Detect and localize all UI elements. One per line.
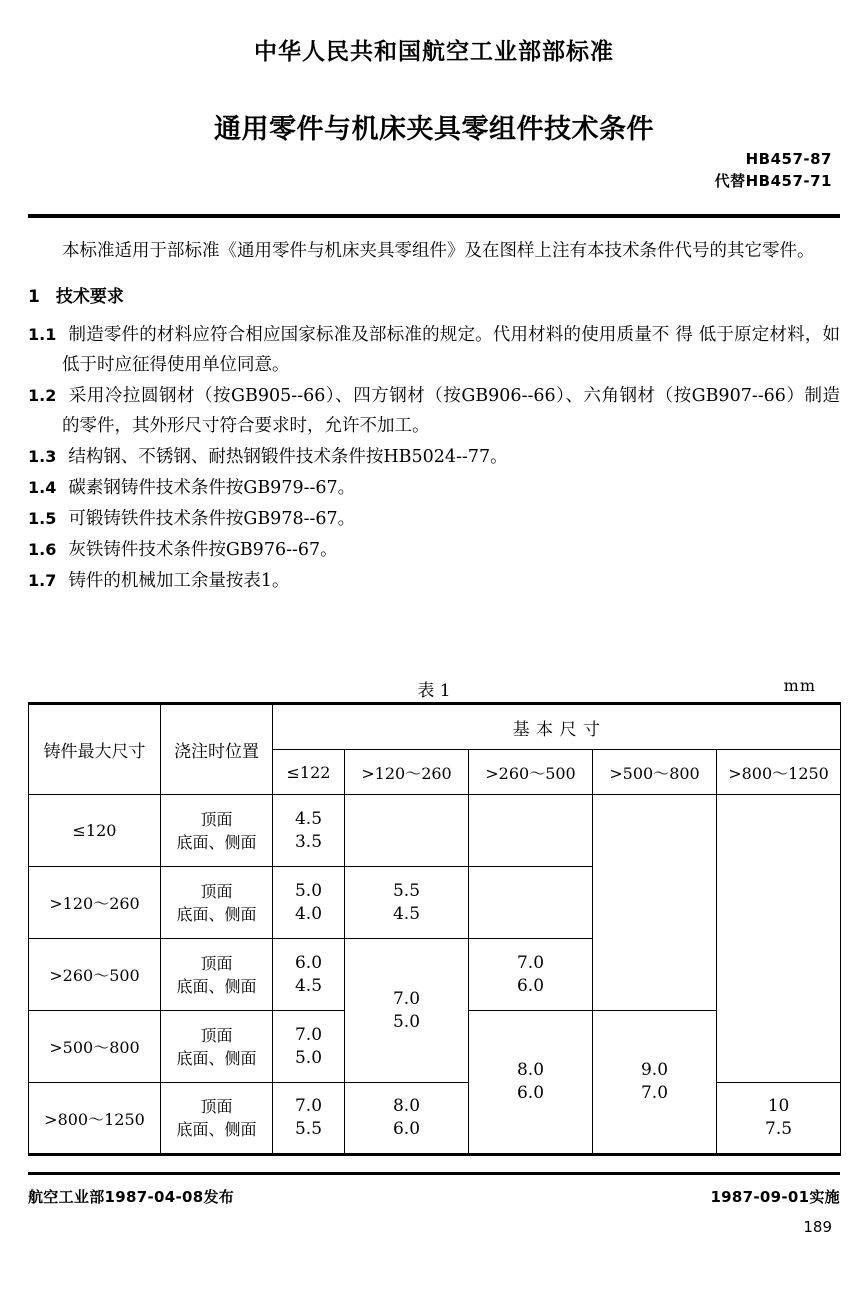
value-r4-c4-top: 9.0 (640, 1060, 669, 1080)
position-top-2: 顶面 (200, 881, 233, 901)
value-r4-c1-top: 7.0 (294, 1024, 323, 1045)
value-r1-c3-empty (469, 795, 593, 867)
clause-1-1 (28, 320, 840, 380)
section-1-title: 技术要求 (55, 287, 124, 307)
section-1-heading (28, 282, 840, 312)
page-number: 189 (803, 1218, 832, 1236)
position-cell-2 (161, 867, 273, 939)
clause-1-1-number: 1.1 (28, 325, 57, 344)
row-label-1: ≤120 (29, 795, 161, 867)
clause-1-1-text: 制造零件的材料应符合相应国家标准及部标准的规定。代用材料的使用质量不 得 低于原定材料，如低于时应征得使用单位同意。 (62, 325, 840, 375)
standard-number: HB457-87 (745, 150, 832, 168)
value-r2-c3-empty (469, 867, 593, 939)
position-cell-1 (161, 795, 273, 867)
scope-paragraph: 本标准适用于部标准《通用零件与机床夹具零组件》及在图样上注有本技术条件代号的其它零件。 (62, 241, 815, 261)
value-r5-c5-bottom: 7.5 (765, 1119, 793, 1139)
clause-1-5 (28, 504, 840, 534)
value-r2-c2-bottom: 4.5 (392, 903, 421, 924)
value-r4-c4-bottom: 7.0 (640, 1083, 669, 1103)
position-cell-3 (161, 939, 273, 1011)
value-r2-c2 (345, 867, 469, 939)
position-top-3: 顶面 (200, 953, 233, 973)
value-r3-c2-bottom: 5.0 (392, 1011, 421, 1032)
value-r4-c3-merged (469, 1011, 593, 1155)
table-1-unit: mm (783, 676, 816, 695)
clause-1-5-text: 可锻铸铁件技术条件按GB978--67。 (68, 509, 356, 529)
position-cell-4 (161, 1011, 273, 1083)
issuing-organization: 中华人民共和国航空工业部部标准 (254, 39, 614, 65)
value-r4-c3-bottom: 6.0 (516, 1083, 545, 1103)
value-r5-c1-top: 7.0 (294, 1096, 323, 1116)
clause-1-2-number: 1.2 (28, 386, 57, 405)
clause-1-7-text: 铸件的机械加工余量按表1。 (68, 571, 290, 591)
position-bottom-4: 底面、侧面 (176, 1048, 257, 1068)
clause-1-4-number: 1.4 (28, 478, 57, 497)
value-r5-c5 (717, 1083, 841, 1155)
header-divider (28, 214, 840, 218)
header-size-col-3: >260～500 (469, 750, 593, 795)
header-pour-position: 浇注时位置 (161, 704, 273, 795)
value-r5-c1-bottom: 5.5 (294, 1119, 323, 1139)
value-r2-c1 (273, 867, 345, 939)
header-size-col-2: >120～260 (345, 750, 469, 795)
clause-1-3-number: 1.3 (28, 447, 57, 466)
position-bottom-3: 底面、侧面 (176, 976, 257, 996)
table-1-body (29, 795, 841, 1155)
value-r3-c2-merged (345, 939, 469, 1083)
header-max-size: 铸件最大尺寸 (29, 704, 161, 795)
value-r4-c1 (273, 1011, 345, 1083)
table-row (29, 1083, 841, 1155)
clause-1-5-number: 1.5 (28, 509, 57, 528)
table-1-caption: 表 1 (417, 681, 451, 701)
value-r3-c3-top: 7.0 (516, 952, 545, 973)
value-r3-c1-bottom: 4.5 (294, 975, 323, 996)
clause-1-6-number: 1.6 (28, 540, 57, 559)
header-size-col-4: >500～800 (593, 750, 717, 795)
clause-1-3-text: 结构钢、不锈钢、耐热钢锻件技术条件按HB5024--77。 (68, 447, 508, 467)
value-r2-c1-bottom: 4.0 (294, 903, 323, 924)
header-basic-dimension: 基 本 尺 寸 (273, 704, 841, 750)
value-r1-c2-empty (345, 795, 469, 867)
footer-effective: 1987-09-01实施 (710, 1188, 840, 1206)
value-r1-c4-empty (593, 795, 717, 1011)
clause-1-2 (28, 381, 840, 441)
value-r1-c5-empty (717, 795, 841, 1083)
table-1-head (29, 704, 841, 795)
table-header-row-1 (29, 704, 841, 750)
position-top-1: 顶面 (200, 809, 233, 829)
value-r3-c3-bottom: 6.0 (516, 975, 545, 996)
value-r4-c3-top: 8.0 (516, 1060, 545, 1080)
clause-1-3 (28, 442, 840, 472)
value-r3-c1 (273, 939, 345, 1011)
standard-number-block (715, 148, 832, 192)
value-r3-c2-top: 7.0 (392, 988, 421, 1009)
value-r4-c4-merged (593, 1011, 717, 1155)
clause-1-6 (28, 535, 840, 565)
table-1 (28, 702, 841, 1156)
clause-1-7 (28, 566, 840, 596)
position-bottom-2: 底面、侧面 (176, 904, 257, 924)
header-size-col-5: >800～1250 (717, 750, 841, 795)
section-1-number: 1 (28, 287, 40, 307)
clause-1-4 (28, 473, 840, 503)
clause-1-7-number: 1.7 (28, 571, 57, 590)
value-r2-c2-top: 5.5 (392, 880, 421, 901)
value-r5-c2-bottom: 6.0 (392, 1119, 421, 1139)
row-label-3: >260～500 (29, 939, 161, 1011)
position-bottom-5: 底面、侧面 (176, 1120, 257, 1139)
value-r3-c3 (469, 939, 593, 1011)
position-bottom-1: 底面、侧面 (176, 832, 257, 852)
table-1-container (28, 676, 840, 1156)
page-title: 通用零件与机床夹具零组件技术条件 (214, 114, 654, 145)
value-r5-c2-top: 8.0 (392, 1096, 421, 1116)
clause-1-4-text: 碳素钢铸件技术条件按GB979--67。 (68, 478, 356, 498)
table-row (29, 795, 841, 867)
clause-1-6-text: 灰铁铸件技术条件按GB976--67。 (68, 540, 338, 560)
value-r1-c1-top: 4.5 (294, 808, 323, 829)
row-label-2: >120～260 (29, 867, 161, 939)
value-r4-c1-bottom: 5.0 (294, 1047, 323, 1068)
value-r2-c1-top: 5.0 (294, 880, 323, 901)
value-r1-c1 (273, 795, 345, 867)
value-r3-c1-top: 6.0 (294, 952, 323, 973)
value-r5-c1 (273, 1083, 345, 1155)
value-r5-c2 (345, 1083, 469, 1155)
row-label-4: >500～800 (29, 1011, 161, 1083)
table-1-caption-row (28, 676, 840, 702)
position-top-5: 顶面 (200, 1097, 233, 1116)
document-body (28, 236, 840, 597)
clause-1-2-text: 采用冷拉圆钢材（按GB905--66）、四方钢材（按GB906--66）、六角钢材（按GB907--66）制造的零件，其外形尺寸符合要求时，允许不加工。 (62, 386, 840, 436)
position-top-4: 顶面 (200, 1025, 233, 1045)
header-size-col-1: ≤122 (273, 750, 345, 795)
footer-divider (28, 1172, 840, 1175)
value-r5-c5-top: 10 (767, 1096, 790, 1116)
standard-replaces: 代替HB457-71 (714, 172, 832, 190)
footer-issued: 航空工业部1987-04-08发布 (28, 1188, 235, 1206)
value-r1-c1-bottom: 3.5 (294, 831, 323, 852)
row-label-5: >800～1250 (29, 1083, 161, 1155)
position-cell-5 (161, 1083, 273, 1155)
